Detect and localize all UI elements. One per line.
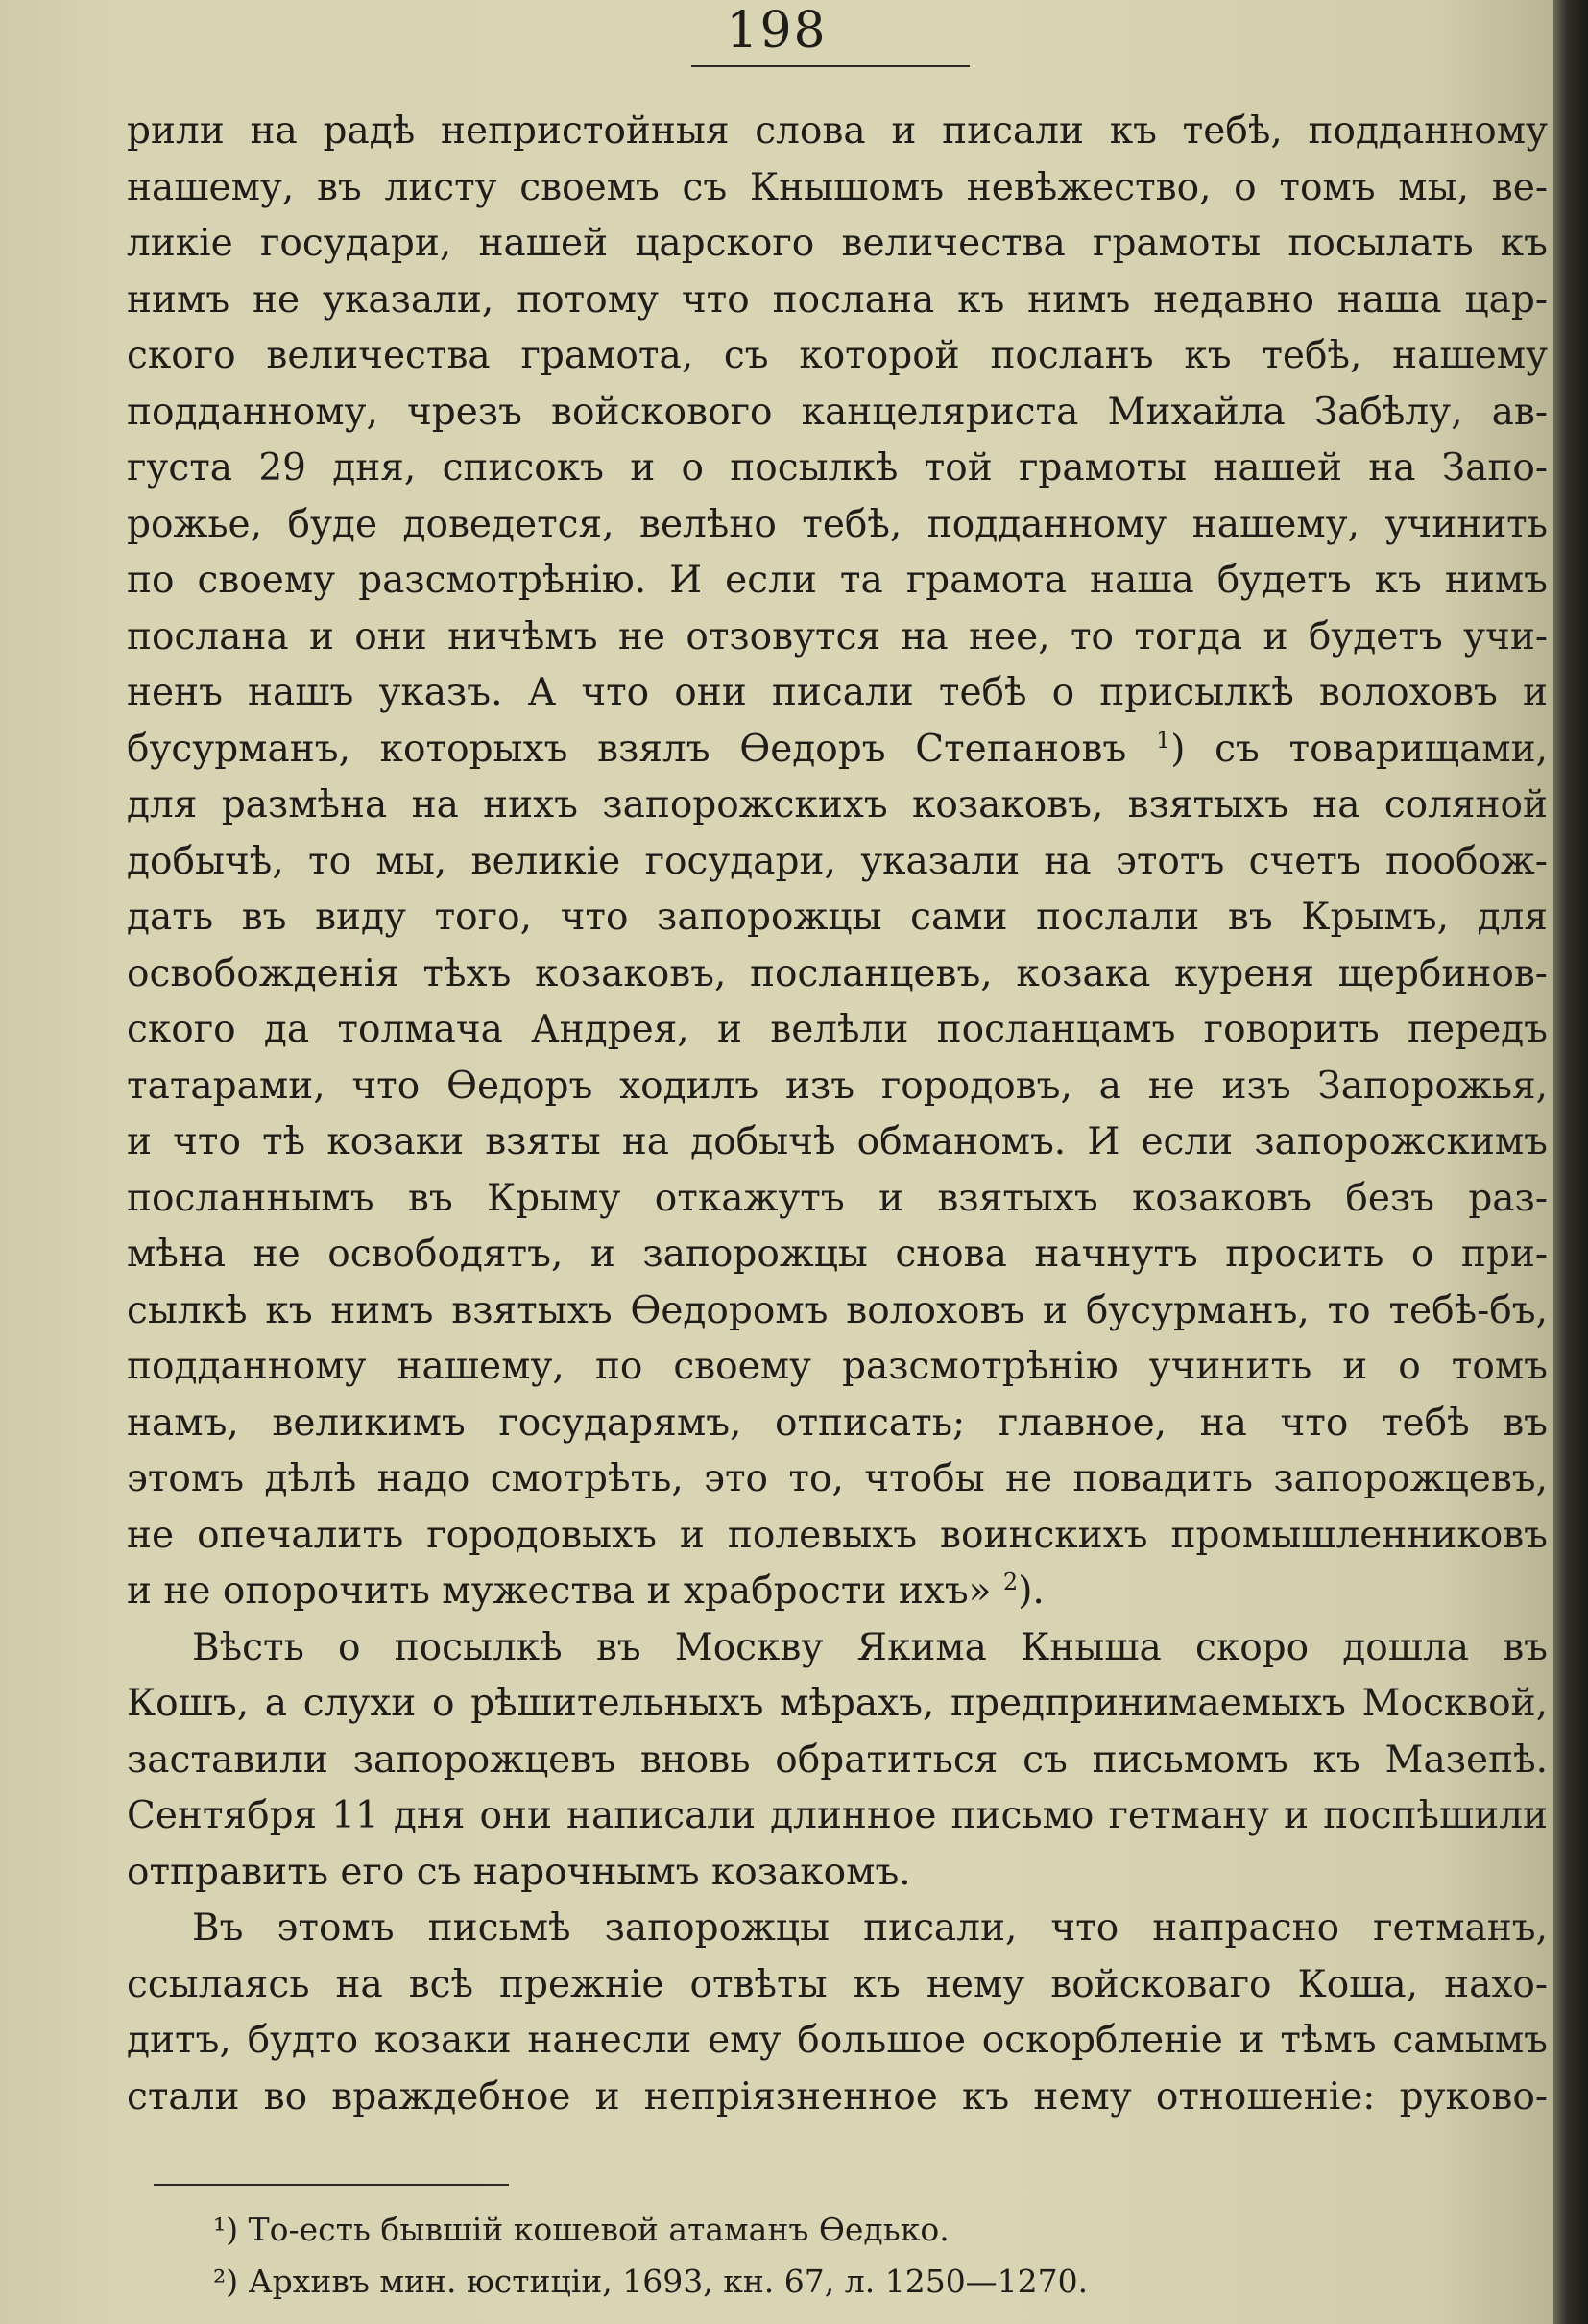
- text-line: подданному, чрезъ войскового канцеляриста Михайла Забѣлу, ав-: [127, 390, 1548, 434]
- text-line: густа 29 дня, списокъ и о посылкѣ той грамоты нашей на Запо-: [127, 446, 1548, 490]
- text-span: бусурманъ, которыхъ взялъ Ѳедоръ Степановъ: [127, 727, 1156, 771]
- text-line: рили на радѣ непристойныя слова и писали къ тебѣ, подданному: [127, 109, 1548, 153]
- text-line: освобожденія тѣхъ козаковъ, посланцевъ, козака куреня щербинов-: [127, 951, 1548, 995]
- header-rule: [691, 65, 970, 67]
- text-span: и не опорочить мужества и храбрости ихъ»: [127, 1569, 1003, 1613]
- text-line: ненъ нашъ указъ. А что они писали тебѣ о присылкѣ волоховъ и: [127, 671, 1548, 714]
- text-line: дать въ виду того, что запорожцы сами послали въ Крымъ, для: [127, 896, 1548, 939]
- text-line: подданному нашему, по своему разсмотрѣнію учинить и о томъ: [127, 1345, 1548, 1388]
- text-line: ского да толмача Андрея, и велѣли посланцамъ говорить передъ: [127, 1008, 1548, 1051]
- text-line: и что тѣ козаки взяты на добычѣ обманомъ. И если запорожскимъ: [127, 1120, 1548, 1163]
- text-line: по своему разсмотрѣнію. И если та грамота наша будетъ къ нимъ: [127, 559, 1548, 602]
- text-line: добычѣ, то мы, великіе государи, указали на этотъ счетъ пообож-: [127, 839, 1548, 883]
- text-line: для размѣна на нихъ запорожскихъ козаковъ, взятыхъ на соляной: [127, 783, 1548, 827]
- text-line: намъ, великимъ государямъ, отписать; главное, на что тебѣ въ: [127, 1401, 1548, 1445]
- text-line: ликіе государи, нашей царского величества грамоты посылать къ: [127, 222, 1548, 265]
- text-span: ) съ товарищами,: [1170, 727, 1548, 771]
- footnote-ref-2[interactable]: 2: [1002, 1569, 1019, 1595]
- text-line: мѣна не освободятъ, и запорожцы снова начнутъ просить о при-: [127, 1233, 1548, 1276]
- text-line: нашему, въ листу своемъ съ Кнышомъ невѣжество, о томъ мы, ве-: [127, 165, 1548, 209]
- text-line-with-footnote-ref: [127, 722, 1548, 779]
- footnote-ref-1[interactable]: 1: [1155, 726, 1171, 754]
- text-line: отправить его съ нарочнымъ козакомъ.: [127, 1850, 911, 1894]
- text-line-with-footnote-ref: [127, 1564, 1548, 1620]
- footnote-rule: [154, 2184, 509, 2186]
- body-text: [127, 104, 1548, 2125]
- text-line: рожье, буде доведется, велѣно тебѣ, подданному нашему, учинить: [127, 502, 1548, 546]
- text-line: посланнымъ въ Крыму откажутъ и взятыхъ козаковъ безъ раз-: [127, 1176, 1548, 1220]
- text-line: Вѣсть о посылкѣ въ Москву Якима Кныша скоро дошла въ: [192, 1625, 1548, 1669]
- text-line: ского величества грамота, съ которой посланъ къ тебѣ, нашему: [127, 334, 1548, 377]
- text-line: послана и они ничѣмъ не отзовутся на нее, то тогда и будетъ учи-: [127, 614, 1548, 659]
- text-line: стали во враждебное и непріязненное къ нему отношеніе: руково-: [127, 2074, 1548, 2119]
- text-line: сылкѣ къ нимъ взятыхъ Ѳедоромъ волоховъ и бусурманъ, то тебѣ-бъ,: [127, 1288, 1548, 1332]
- text-line: Сентября 11 дня они написали длинное письмо гетману и поспѣшили: [127, 1794, 1548, 1837]
- page-number: 198: [726, 2, 828, 60]
- text-line: татарами, что Ѳедоръ ходилъ изъ городовъ, а не изъ Запорожья,: [127, 1064, 1548, 1108]
- text-line: дитъ, будто козаки нанесли ему большое оскорбленіе и тѣмъ самымъ: [127, 2019, 1548, 2062]
- footnote-2: ²) Архивъ мин. юстиціи, 1693, кн. 67, л. 1250—1270.: [213, 2263, 1089, 2300]
- footnotes: [213, 2204, 1365, 2308]
- text-line: нимъ не указали, потому что послана къ нимъ недавно наша цар-: [127, 277, 1548, 322]
- text-line: Кошъ, а слухи о рѣшительныхъ мѣрахъ, предпринимаемыхъ Москвой,: [127, 1682, 1548, 1725]
- text-line: заставили запорожцевъ вновь обратиться съ письмомъ къ Мазепѣ.: [127, 1737, 1548, 1782]
- footnote-1: ¹) То-есть бывшій кошевой атаманъ Ѳедько.: [213, 2211, 950, 2248]
- text-line: ссылаясь на всѣ прежніе отвѣты къ нему войсковаго Коша, нахо-: [127, 1962, 1548, 2006]
- book-spine-edge: [1553, 0, 1588, 2324]
- text-line: Въ этомъ письмѣ запорожцы писали, что напрасно гетманъ,: [192, 1906, 1548, 1950]
- text-line: этомъ дѣлѣ надо смотрѣть, это то, чтобы не повадить запорожцевъ,: [127, 1457, 1548, 1500]
- text-span: ).: [1018, 1569, 1045, 1613]
- text-line: не опечалить городовыхъ и полевыхъ воинскихъ промышленниковъ: [127, 1513, 1548, 1557]
